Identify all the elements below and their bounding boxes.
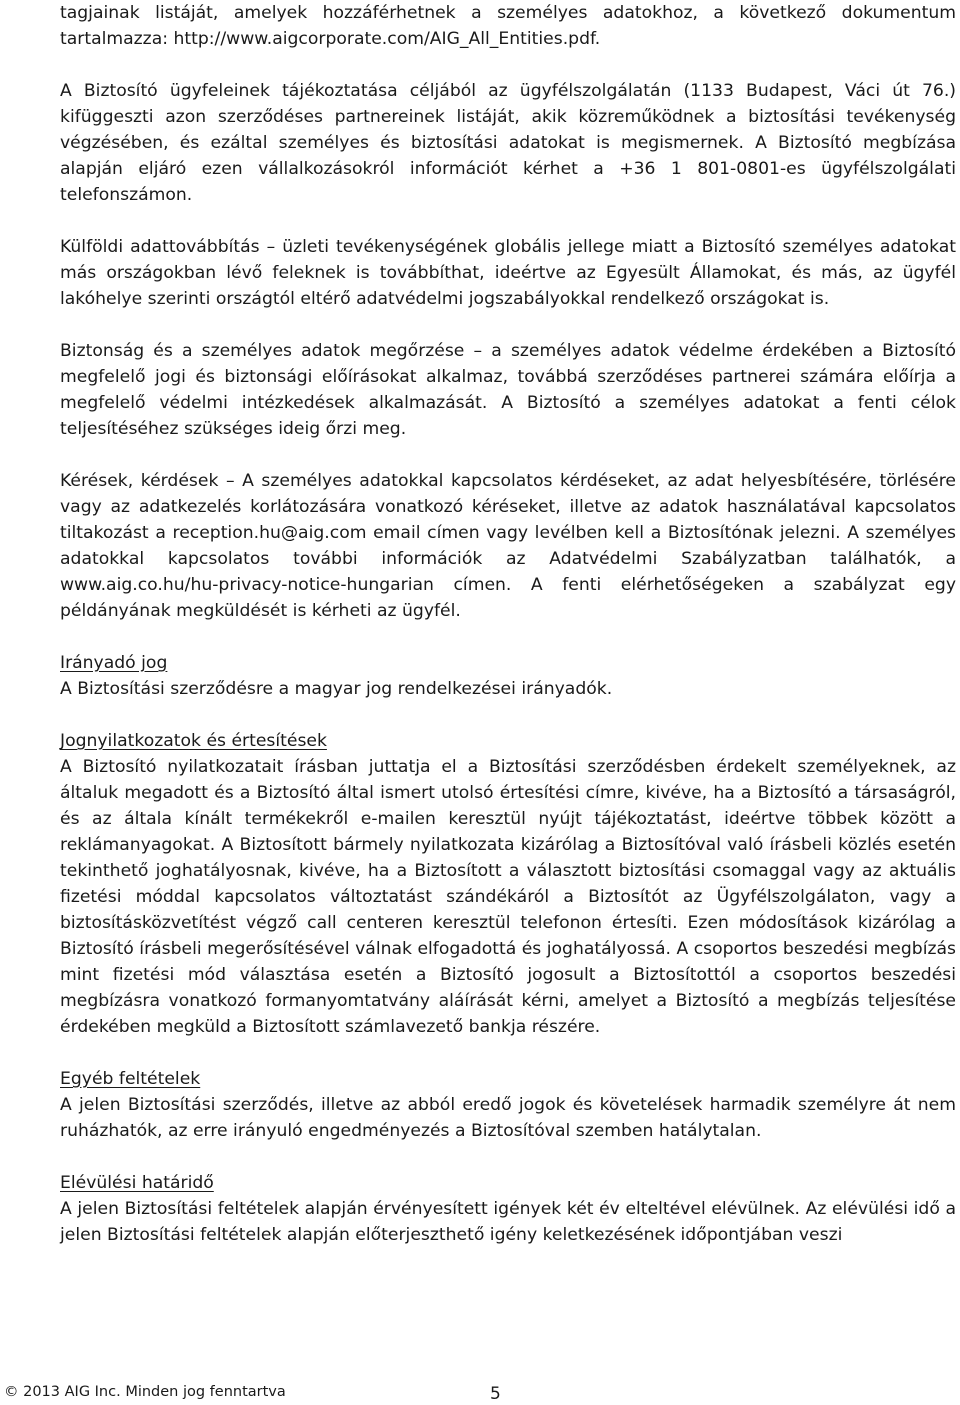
paragraph-gap (60, 52, 956, 78)
section-heading: Jognyilatkozatok és értesítések (60, 731, 327, 751)
section-other-conditions (60, 1066, 956, 1144)
paragraph-gap (60, 702, 956, 728)
section-limitation-period (60, 1170, 956, 1248)
section-body: A Biztosítási szerződésre a magyar jog rendelkezései irányadók. (60, 679, 613, 699)
paragraph-gap (60, 1144, 956, 1170)
paragraph-partners-list: A Biztosító ügyfeleinek tájékoztatása céljából az ügyfélszolgálatán (1133 Budapest, Váci út 76.) kifüggeszti azon szerződéses partnereinek listáját, akik közreműködnek a biztosítási tevékenység végzésében, és ezáltal személyes és biztosítási adatokat is megismernek. A Biztosító megbízása alapján eljáró ezen vállalkozásokról információt kérhet a +36 1 801-0801-es ügyfélszolgálati telefonszámon. (60, 81, 956, 205)
section-governing-law (60, 650, 956, 702)
paragraph-entities-list: tagjainak listáját, amelyek hozzáférhetnek a személyes adatokhoz, a következő dokumentum tartalmazza: http://www.aigcorporate.com/AIG_All_Entities.pdf. (60, 3, 956, 49)
paragraph-foreign-transfer: Külföldi adattovábbítás – üzleti tevékenységének globális jellege miatt a Biztosító személyes adatokat más országokban lévő feleknek is továbbíthat, ideértve az Egyesült Államokat, és más, az ügyfél lakóhelye szerinti országtól eltérő adatvédelmi jogszabályokkal rendelkező országokat is. (60, 237, 956, 309)
paragraph-gap (60, 1040, 956, 1066)
paragraph-gap (60, 208, 956, 234)
document-page (60, 0, 956, 1248)
page-number: 5 (490, 1384, 501, 1404)
paragraph-gap (60, 624, 956, 650)
section-heading: Egyéb feltételek (60, 1069, 201, 1089)
paragraph-requests-questions: Kérések, kérdések – A személyes adatokkal kapcsolatos kérdéseket, az adat helyesbítésére, törlésére vagy az adatkezelés korlátozására vonatkozó kéréseket, illetve az adatok használatával kapcsolatos tiltakozást a reception.hu@aig.com email címen vagy levélben kell a Biztosítónak jelezni. A személyes adatokkal kapcsolatos további információk az Adatvédelmi Szabályzatban találhatók, a www.aig.co.hu/hu-privacy-notice-hungarian címen. A fenti elérhetőségeken a szabályzat egy példányának megküldését is kérheti az ügyfél. (60, 471, 956, 621)
section-body: A jelen Biztosítási feltételek alapján érvényesített igények két év elteltével elévülnek. Az elévülési idő a jelen Biztosítási feltételek alapján előterjeszthető igény keletkezésének időpontjában veszi (60, 1199, 956, 1245)
paragraph-security-retention: Biztonság és a személyes adatok megőrzése – a személyes adatok védelme érdekében a Biztosító megfelelő jogi és biztonsági előírásokat alkalmaz, továbbá szerződéses partnerei számára előírja a megfelelő védelmi intézkedések alkalmazását. A Biztosító a személyes adatokat a fenti célok teljesítéséhez szükséges ideig őrzi meg. (60, 341, 956, 439)
paragraph-gap (60, 312, 956, 338)
section-body: A Biztosító nyilatkozatait írásban juttatja el a Biztosítási szerződésben érdekelt személyeknek, az általuk megadott és a Biztosító által ismert utolsó értesítési címre, kivéve, ha a Biztosító a társaságról, és az általa kínált termékekről e-mailen keresztül nyújt tájékoztatást, ideértve többek között a reklámanyagokat. A Biztosított bármely nyilatkozata kizárólag a Biztosítóval való írásbeli közlés esetén tekinthető joghatályosnak, kivéve, ha a Biztosított a választott biztosítási csomaggal vagy az aktuális fizetési móddal kapcsolatos változtatást szándékáról a Biztosítót az Ügyfélszolgálaton, vagy a biztosításközvetítést végző call centeren keresztül telefonon értesíti. Ezen módosítások kizárólag a Biztosító írásbeli megerősítésével válnak elfogadottá és joghatályossá. A csoportos beszedési megbízás mint fizetési mód választása esetén a Biztosító jogosult a Biztosítottól a csoportos beszedési megbízásra vonatkozó formanyomtatvány aláírását kérni, amelyet a Biztosító a megbízás teljesítése érdekében megküld a Biztosított számlavezető bankja részére. (60, 757, 956, 1037)
section-declarations-notices (60, 728, 956, 1040)
copyright-notice: © 2013 AIG Inc. Minden jog fenntartva (4, 1384, 286, 1400)
paragraph-gap (60, 442, 956, 468)
section-heading: Elévülési határidő (60, 1173, 214, 1193)
section-heading: Irányadó jog (60, 653, 168, 673)
section-body: A jelen Biztosítási szerződés, illetve az abból eredő jogok és követelések harmadik személyre át nem ruházhatók, az erre irányuló engedményezés a Biztosítóval szemben hatálytalan. (60, 1095, 956, 1141)
page-footer (0, 1382, 960, 1405)
